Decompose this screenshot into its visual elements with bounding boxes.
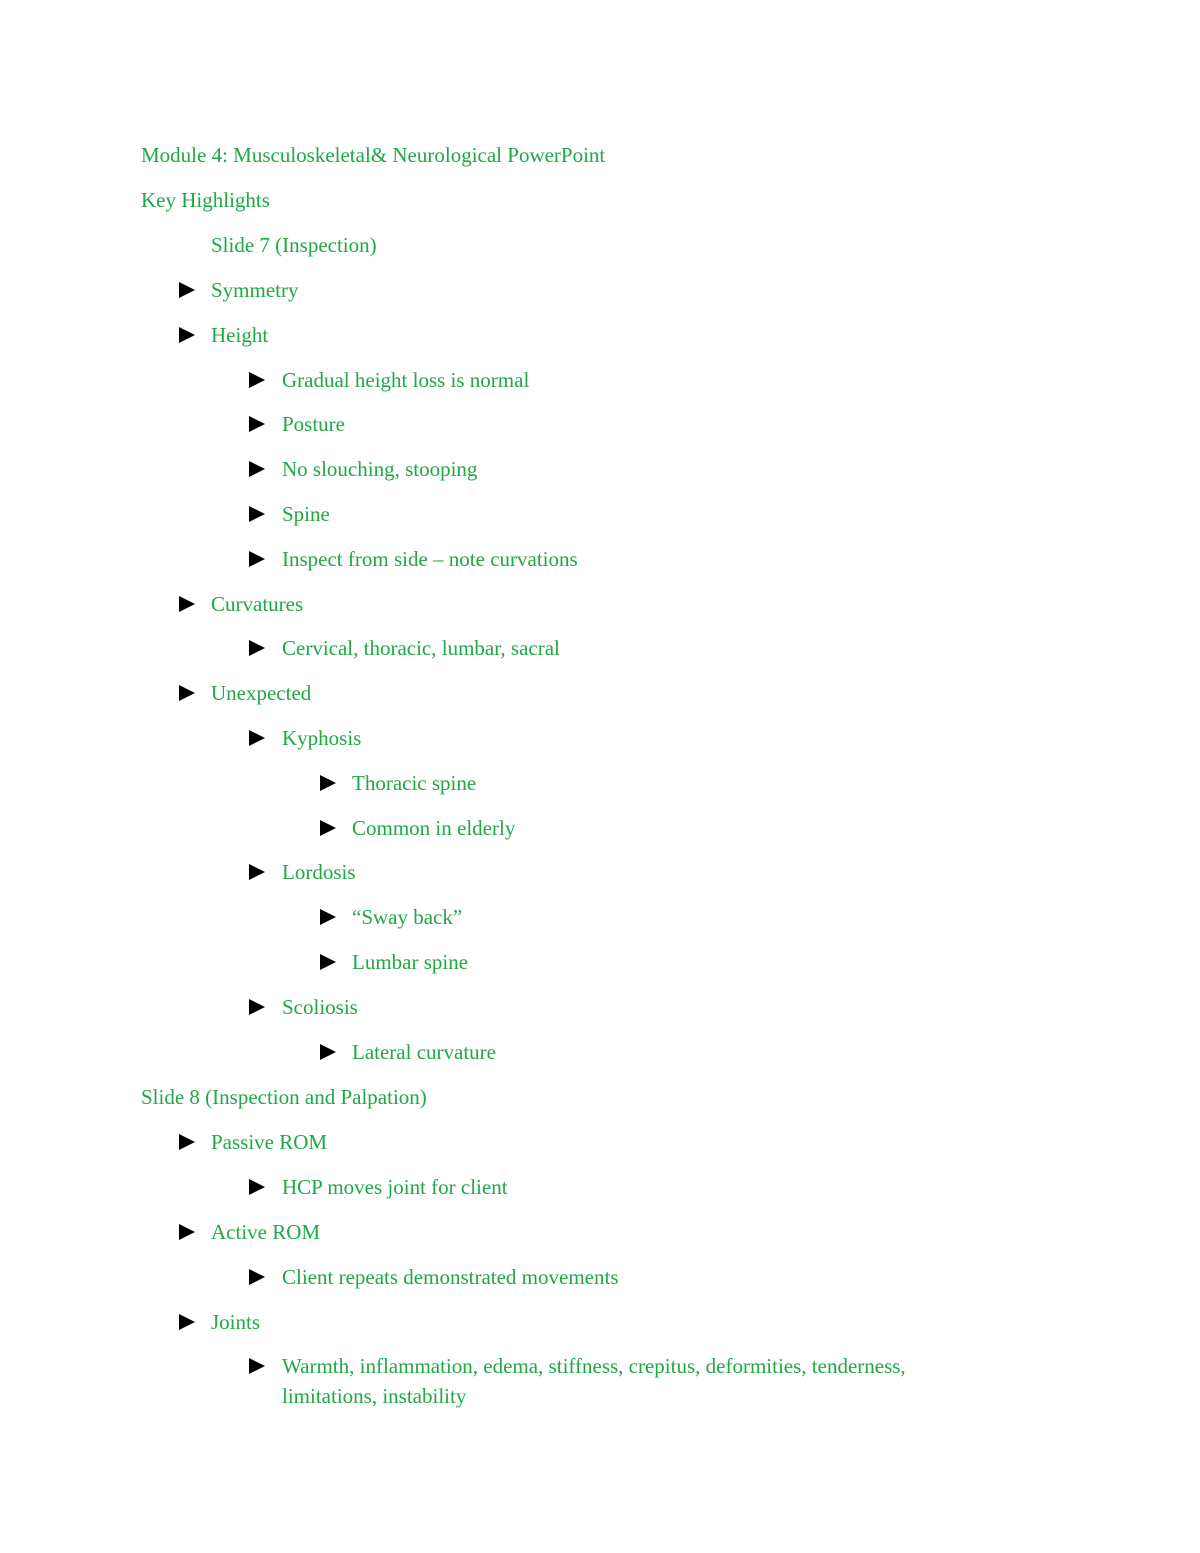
list-item: Kyphosis — [282, 726, 362, 750]
triangle-bullet-icon — [320, 775, 336, 791]
list-item: Active ROM — [211, 1220, 321, 1244]
triangle-bullet-icon — [179, 327, 195, 343]
list-item: Thoracic spine — [352, 771, 477, 795]
triangle-bullet-icon — [179, 282, 195, 298]
slide-8-heading: Slide 8 (Inspection and Palpation) — [141, 1085, 427, 1109]
list-item: HCP moves joint for client — [282, 1175, 508, 1199]
triangle-bullet-icon — [249, 461, 265, 477]
triangle-bullet-icon — [320, 909, 336, 925]
list-item: Warmth, inflammation, edema, stiffness, crepitus, deformities, tenderness, limitations, instability — [282, 1354, 906, 1408]
document-title: Module 4: Musculoskeletal& Neurological PowerPoint — [141, 143, 606, 167]
list-item: Passive ROM — [211, 1130, 328, 1154]
list-item: Gradual height loss is normal — [282, 368, 530, 392]
triangle-bullet-icon — [249, 372, 265, 388]
list-item: Symmetry — [211, 278, 299, 302]
list-item: Lordosis — [282, 860, 356, 884]
list-item: Cervical, thoracic, lumbar, sacral — [282, 636, 560, 660]
list-item: Curvatures — [211, 592, 304, 616]
triangle-bullet-icon — [179, 1134, 195, 1150]
triangle-bullet-icon — [249, 730, 265, 746]
triangle-bullet-icon — [249, 864, 265, 880]
list-item: Spine — [282, 502, 330, 526]
triangle-bullet-icon — [249, 640, 265, 656]
list-item: Joints — [211, 1310, 261, 1334]
document-subtitle: Key Highlights — [141, 188, 270, 212]
list-item: Lumbar spine — [352, 950, 469, 974]
triangle-bullet-icon — [320, 820, 336, 836]
triangle-bullet-icon — [249, 551, 265, 567]
list-item: Lateral curvature — [352, 1040, 496, 1064]
triangle-bullet-icon — [249, 1179, 265, 1195]
triangle-bullet-icon — [179, 1224, 195, 1240]
list-item: Common in elderly — [352, 816, 516, 840]
triangle-bullet-icon — [249, 1358, 265, 1374]
list-item: Client repeats demonstrated movements — [282, 1265, 619, 1289]
triangle-bullet-icon — [249, 999, 265, 1015]
list-item: Unexpected — [211, 681, 312, 705]
list-item: Posture — [282, 412, 345, 436]
list-item: Scoliosis — [282, 995, 358, 1019]
list-item: Inspect from side – note curvations — [282, 547, 578, 571]
triangle-bullet-icon — [320, 1044, 336, 1060]
triangle-bullet-icon — [179, 596, 195, 612]
triangle-bullet-icon — [249, 506, 265, 522]
list-item: No slouching, stooping — [282, 457, 478, 481]
triangle-bullet-icon — [249, 416, 265, 432]
triangle-bullet-icon — [179, 685, 195, 701]
list-item: “Sway back” — [352, 905, 463, 929]
triangle-bullet-icon — [320, 954, 336, 970]
triangle-bullet-icon — [179, 1314, 195, 1330]
triangle-bullet-icon — [249, 1269, 265, 1285]
list-item: Height — [211, 323, 269, 347]
slide-7-heading: Slide 7 (Inspection) — [211, 233, 377, 257]
